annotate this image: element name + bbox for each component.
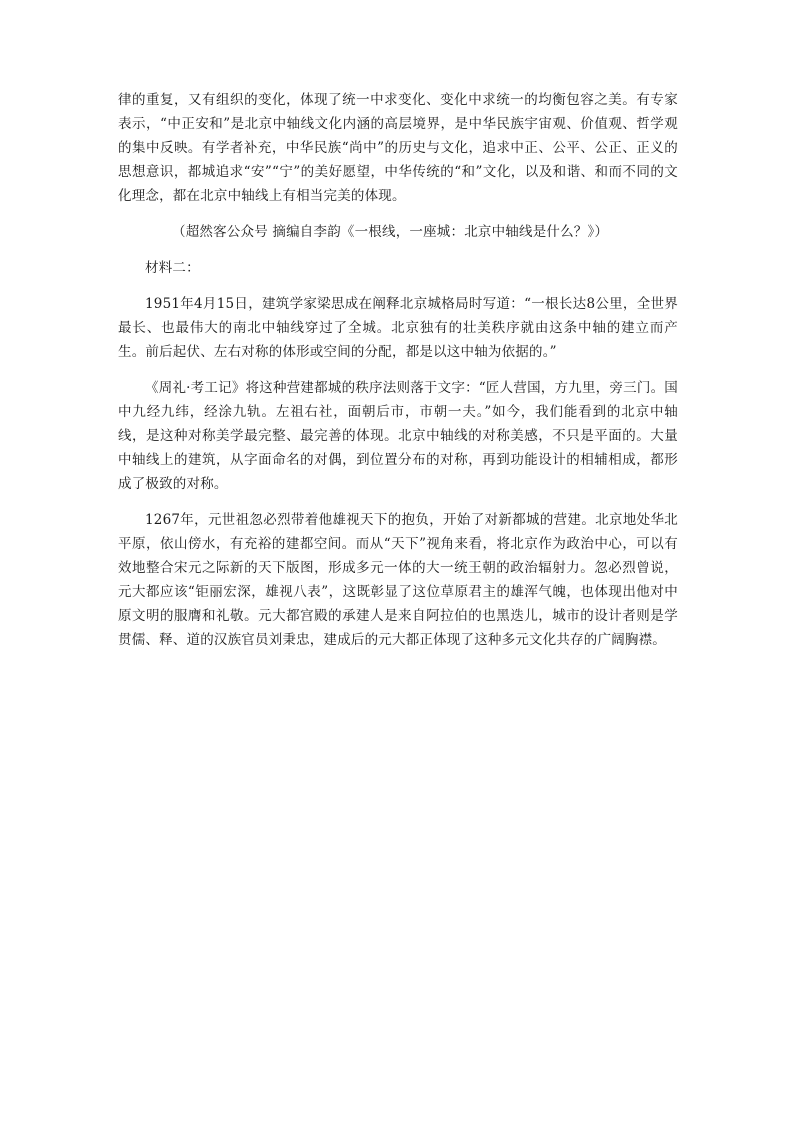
section-heading-material-two: 材料二：: [145, 260, 200, 276]
paragraph-liang-sicheng: 1951年4月15日，建筑学家梁思成在阐释北京城格局时写道：“一根长达8公里，全世界最长、也最伟大的南北中轴线穿过了全城。北京独有的壮美秩序就由这条中轴的建立而产生。前后起伏、左右对称的体形或空间的分配，都是以这中轴为依据的。”: [118, 296, 678, 360]
source-citation: （超然客公众号 摘编自李韵《一根线，一座城：北京中轴线是什么？》）: [172, 224, 609, 240]
paragraph-yuan-dadu: 1267年，元世祖忽必烈带着他雄视天下的抱负，开始了对新都城的营建。北京地处华北平原，依山傍水，有充裕的建都空间。而从“天下”视角来看，将北京作为政治中心，可以有效地整合宋元之际新的天下版图，形成多元一体的大一统王朝的政治辐射力。忽必烈曾说，元大都应该“钜丽宏深，雄视八表”，这既彰显了这位草原君主的雄浑气魄，也体现出他对中原文明的服膺和礼敬。元大都宫殿的承建人是来自阿拉伯的也黑迭儿，城市的设计者则是学贯儒、释、道的汉族官员刘秉忠，建成后的元大都正体现了这种多元文化共存的广阔胸襟。: [118, 512, 678, 648]
paragraph-zhouli-kaogongji: 《周礼·考工记》将这种营建都城的秩序法则落于文字：“匠人营国，方九里，旁三门。国中九经九纬，经涂九轨。左祖右社，面朝后市，市朝一夫。”如今，我们能看到的北京中轴线，是这种对称美学最完整、最完善的体现。北京中轴线的对称美感，不只是平面的。大量中轴线上的建筑，从字面命名的对偶，到位置分布的对称，再到功能设计的相辅相成，都形成了极致的对称。: [118, 380, 678, 492]
document-body: [118, 88, 678, 652]
paragraph-continuation: 律的重复，又有组织的变化，体现了统一中求变化、变化中求统一的均衡包容之美。有专家表示，“中正安和”是北京中轴线文化内涵的高层境界，是中华民族宇宙观、价值观、哲学观的集中反映。有学者补充，中华民族“尚中”的历史与文化，追求中正、公平、公正、正义的思想意识，都城追求“安”“宁”的美好愿望，中华传统的“和”文化，以及和谐、和而不同的文化理念，都在北京中轴线上有相当完美的体现。: [118, 92, 678, 204]
